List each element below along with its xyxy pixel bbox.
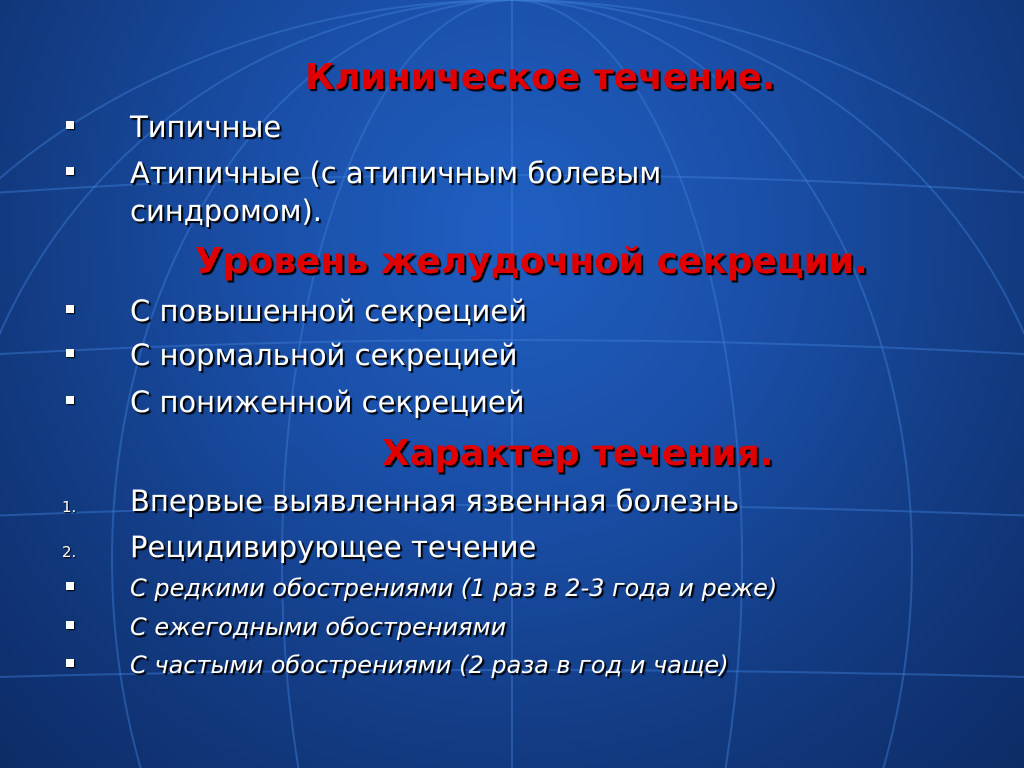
list-item-first-detected: Впервые выявленная язвенная болезнь: [130, 484, 740, 518]
heading-gastric-secretion: Уровень желудочной секреции.: [195, 241, 868, 282]
list-item-recurrent: Рецидивирующее течение: [130, 530, 537, 564]
heading-clinical-course: Клиническое течение.: [305, 57, 776, 98]
bullet-icon: [66, 349, 74, 357]
list-item-normal-secretion: С нормальной секрецией: [130, 338, 518, 372]
bullet-icon: [66, 659, 74, 667]
list-item-typical: Типичные: [130, 110, 282, 144]
list-item-annual-exacerbations: С ежегодными обострениями: [130, 613, 507, 641]
heading-course-character: Характер течения.: [382, 433, 774, 474]
list-item-atypical-continued: синдромом).: [130, 194, 322, 228]
bullet-icon: [66, 621, 74, 629]
list-number: 2.: [62, 543, 77, 561]
bullet-icon: [66, 167, 74, 175]
list-item-rare-exacerbations: С редкими обострениями (1 раз в 2-3 года и реже): [130, 574, 778, 602]
list-item-frequent-exacerbations: С частыми обострениями (2 раза в год и чаще): [130, 651, 729, 679]
bullet-icon: [66, 121, 74, 129]
list-item-high-secretion: С повышенной секрецией: [130, 294, 528, 328]
list-item-low-secretion: С пониженной секрецией: [130, 385, 525, 419]
list-number: 1.: [62, 498, 77, 516]
bullet-icon: [66, 396, 74, 404]
bullet-icon: [66, 582, 74, 590]
list-item-atypical: Атипичные (с атипичным болевым: [130, 156, 662, 190]
bullet-icon: [66, 305, 74, 313]
